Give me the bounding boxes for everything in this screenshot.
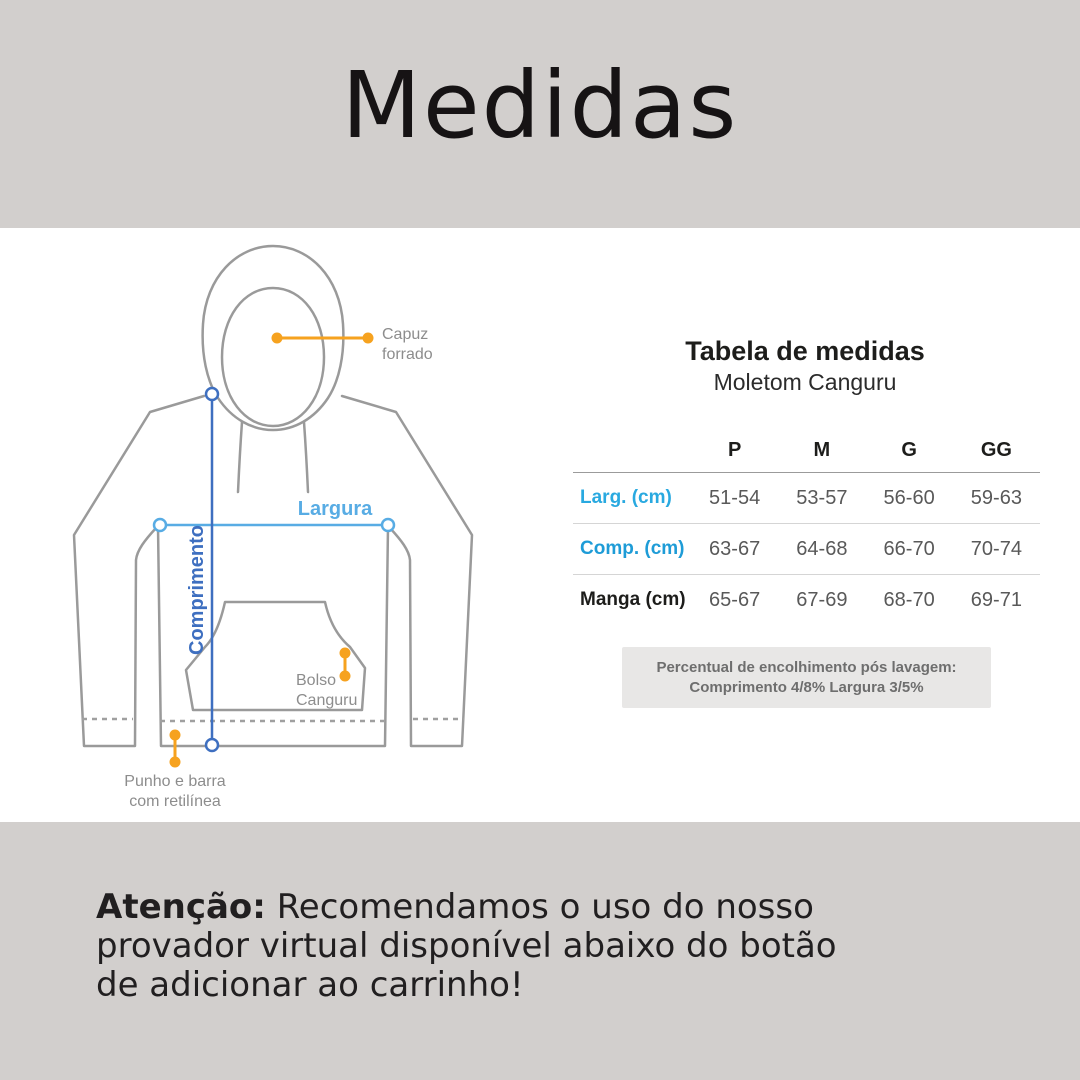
hood-lining-label	[382, 325, 433, 365]
attention-line3: de adicionar ao carrinho!	[96, 965, 524, 1005]
drawstring-left	[238, 422, 242, 492]
table-value: 66-70	[866, 524, 953, 575]
attention-label: Atenção:	[96, 887, 266, 927]
row-label-largura: Larg. (cm)	[573, 473, 691, 524]
corner-cell	[573, 428, 691, 473]
size-header-m: M	[778, 428, 865, 473]
cuff-hem-label-line1: Punho e barra	[124, 773, 226, 790]
hoodie-outline	[74, 246, 472, 746]
kangaroo-pocket-label	[296, 671, 357, 711]
kangaroo-pocket-label-line1: Bolso	[296, 672, 337, 689]
table-title: Tabela de medidas	[685, 336, 925, 366]
size-header-g: G	[866, 428, 953, 473]
shrinkage-note-line1: Percentual de encolhimento pós lavagem:	[656, 658, 957, 676]
hood-lining-label-line1: Capuz	[382, 326, 429, 343]
bottom-banner	[0, 822, 1080, 1080]
length-label: Comprimento	[186, 525, 208, 655]
shrinkage-note	[622, 647, 991, 708]
table-value: 53-57	[778, 473, 865, 524]
cuff-hem-label	[95, 772, 255, 812]
attention-note	[96, 888, 1016, 1005]
table-value: 59-63	[953, 473, 1040, 524]
cuff-hem-label-line2: com retilínea	[129, 793, 221, 810]
table-value: 56-60	[866, 473, 953, 524]
ribbing-dashes	[82, 719, 464, 721]
right-shoulder-sleeve	[342, 396, 472, 746]
size-table	[573, 428, 1040, 625]
table-value: 68-70	[883, 588, 935, 611]
table-value: 69-71	[970, 588, 1022, 611]
page-title: Medidas	[341, 51, 739, 159]
hood-inner-opening	[222, 288, 324, 426]
width-label: Largura	[297, 498, 373, 520]
attention-line2: provador virtual disponível abaixo do botão	[96, 926, 837, 966]
row-label-manga: Manga (cm)	[580, 589, 686, 610]
shrinkage-note-line2: Comprimento 4/8% Largura 3/5%	[689, 678, 924, 696]
table-value: 67-69	[796, 588, 848, 611]
drawstring-right	[304, 422, 308, 492]
hood-lining-label-line2: forrado	[382, 346, 433, 363]
table-value: 65-67	[709, 588, 761, 611]
size-header-p: P	[691, 428, 778, 473]
kangaroo-pocket-label-line2: Canguru	[296, 692, 358, 709]
left-shoulder-sleeve	[74, 396, 204, 746]
table-value: 64-68	[778, 524, 865, 575]
size-header-gg: GG	[953, 428, 1040, 473]
table-value: 63-67	[691, 524, 778, 575]
table-value: 51-54	[691, 473, 778, 524]
table-subtitle: Moletom Canguru	[713, 369, 897, 395]
attention-line1: Recomendamos o uso do nosso	[265, 887, 814, 927]
row-label-comprimento: Comp. (cm)	[573, 524, 691, 575]
table-value: 70-74	[953, 524, 1040, 575]
